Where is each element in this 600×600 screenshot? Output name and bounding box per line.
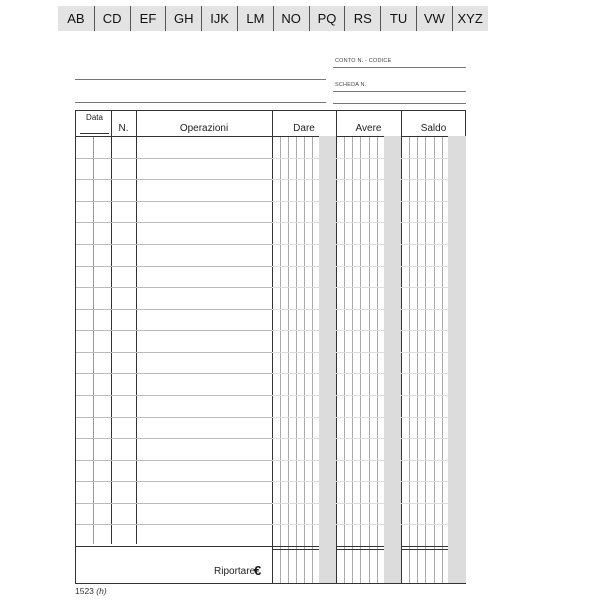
row-line-amount — [272, 266, 466, 267]
row-line — [76, 222, 272, 223]
row-line — [76, 352, 272, 353]
column-divider — [111, 111, 112, 544]
tab-rs[interactable]: RS — [344, 6, 380, 31]
row-line-amount — [272, 179, 466, 180]
shaded-column-1 — [384, 136, 401, 583]
data-underline — [80, 133, 109, 134]
digit-line — [360, 136, 361, 583]
euro-symbol: € — [254, 563, 262, 578]
digit-line — [304, 136, 305, 583]
riportare-divider-2 — [272, 549, 465, 550]
name-line-2 — [75, 102, 326, 103]
row-line-amount — [272, 503, 466, 504]
col-header-dare: Dare — [293, 123, 315, 134]
row-line — [76, 287, 272, 288]
row-line — [76, 330, 272, 331]
col-header-data: Data — [86, 113, 103, 122]
row-line — [76, 266, 272, 267]
digit-line — [417, 136, 418, 583]
column-divider — [401, 111, 402, 583]
row-line-amount — [272, 244, 466, 245]
row-line — [76, 524, 272, 525]
col-header-numero: N. — [118, 123, 129, 134]
digit-line — [280, 136, 281, 583]
col-header-operazioni: Operazioni — [179, 123, 229, 134]
row-line-amount — [272, 373, 466, 374]
row-line — [76, 395, 272, 396]
digit-line — [296, 136, 297, 583]
tab-cd[interactable]: CD — [94, 6, 130, 31]
row-line-amount — [272, 201, 466, 202]
scheda-line-2 — [333, 103, 466, 104]
shaded-column-2 — [448, 136, 466, 583]
row-line-amount — [272, 309, 466, 310]
row-line-amount — [272, 222, 466, 223]
row-line-amount — [272, 287, 466, 288]
form-code-number: 1523 — [75, 586, 94, 596]
riportare-label: Riportare — [214, 566, 256, 577]
row-line — [76, 417, 272, 418]
tab-vw[interactable]: VW — [416, 6, 452, 31]
conto-line — [333, 67, 466, 68]
row-line-amount — [272, 352, 466, 353]
col-header-saldo: Saldo — [420, 123, 447, 134]
row-line-amount — [272, 417, 466, 418]
digit-line — [288, 136, 289, 583]
header-divider — [76, 136, 465, 137]
row-line — [76, 438, 272, 439]
scheda-line — [333, 91, 466, 92]
tab-ab[interactable]: AB — [58, 6, 94, 31]
form-code — [75, 586, 107, 596]
form-code-suffix: (h) — [96, 586, 107, 596]
row-line — [76, 460, 272, 461]
row-line-amount — [272, 524, 466, 525]
tab-lm[interactable]: LM — [237, 6, 273, 31]
name-line-1 — [75, 79, 326, 80]
row-line — [76, 373, 272, 374]
data-subcolumn-line — [93, 136, 94, 544]
tab-pq[interactable]: PQ — [309, 6, 345, 31]
digit-line — [369, 136, 370, 583]
row-line — [76, 201, 272, 202]
tab-xyz[interactable]: XYZ — [452, 6, 488, 31]
column-divider — [272, 111, 273, 583]
digit-line — [377, 136, 378, 583]
row-line-amount — [272, 395, 466, 396]
row-line-amount — [272, 481, 466, 482]
digit-line — [409, 136, 410, 583]
row-line — [76, 158, 272, 159]
row-line — [76, 481, 272, 482]
row-line-amount — [272, 330, 466, 331]
tab-tu[interactable]: TU — [380, 6, 416, 31]
conto-label: CONTO N. - CODICE — [335, 58, 392, 64]
row-line — [76, 179, 272, 180]
digit-line — [344, 136, 345, 583]
digit-line — [425, 136, 426, 583]
shaded-column-0 — [319, 136, 336, 583]
row-line-amount — [272, 438, 466, 439]
row-line — [76, 309, 272, 310]
column-divider — [336, 111, 337, 583]
alphabet-index-tabs — [58, 6, 488, 31]
digit-line — [312, 136, 313, 583]
tab-ijk[interactable]: IJK — [201, 6, 237, 31]
tab-ef[interactable]: EF — [130, 6, 166, 31]
row-line — [76, 244, 272, 245]
digit-line — [352, 136, 353, 583]
row-line — [76, 503, 272, 504]
column-divider — [136, 111, 137, 544]
digit-line — [442, 136, 443, 583]
row-line-amount — [272, 158, 466, 159]
tab-no[interactable]: NO — [273, 6, 309, 31]
scheda-label: SCHEDA N. — [335, 82, 367, 88]
col-header-avere: Avere — [355, 123, 382, 134]
row-line-amount — [272, 460, 466, 461]
digit-line — [434, 136, 435, 583]
riportare-divider — [76, 546, 465, 547]
ledger-table — [75, 110, 466, 584]
tab-gh[interactable]: GH — [165, 6, 201, 31]
